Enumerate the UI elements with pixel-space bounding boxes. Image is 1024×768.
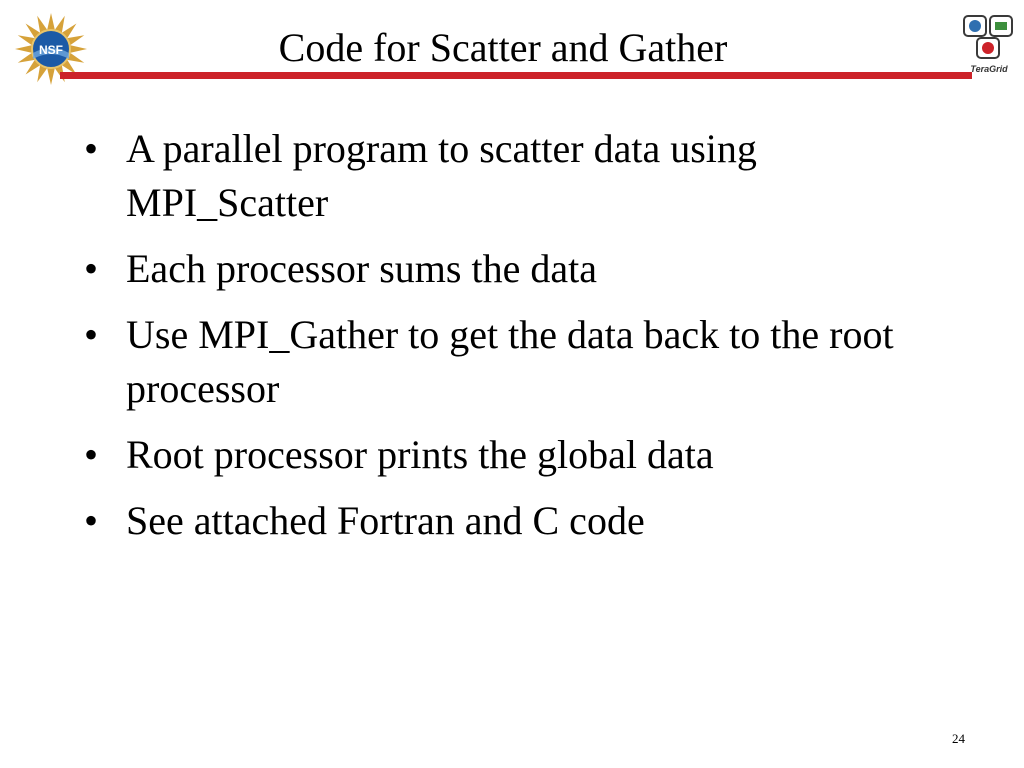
teragrid-logo [960,14,1018,80]
bullet-text: Each processor sums the data [126,246,597,291]
slide-title: Code for Scatter and Gather [278,25,728,70]
bullet-item [84,308,964,416]
bullet-item [84,428,964,482]
bullet-text: A parallel program to scatter data using MPI_Scatter [126,126,757,225]
bullet-dot-icon: • [84,126,99,171]
bullet-dot-icon: • [84,432,99,477]
svg-text:NSF: NSF [39,43,63,57]
bullet-dot-icon: • [84,246,99,291]
bullet-dot-icon: • [84,312,99,357]
bullet-item [84,494,964,548]
svg-text:TeraGrid: TeraGrid [970,64,1008,74]
bullet-list [84,122,964,560]
bullet-dot-icon: • [84,498,99,543]
teragrid-logo-icon [960,14,1018,80]
page-number: 24 [952,731,965,746]
bullet-text: Root processor prints the global data [126,432,714,477]
bullet-item [84,122,964,230]
bullet-text: See attached Fortran and C code [126,498,645,543]
bullet-text: Use MPI_Gather to get the data back to the root processor [126,312,894,411]
title-divider [60,72,972,79]
bullet-item [84,242,964,296]
